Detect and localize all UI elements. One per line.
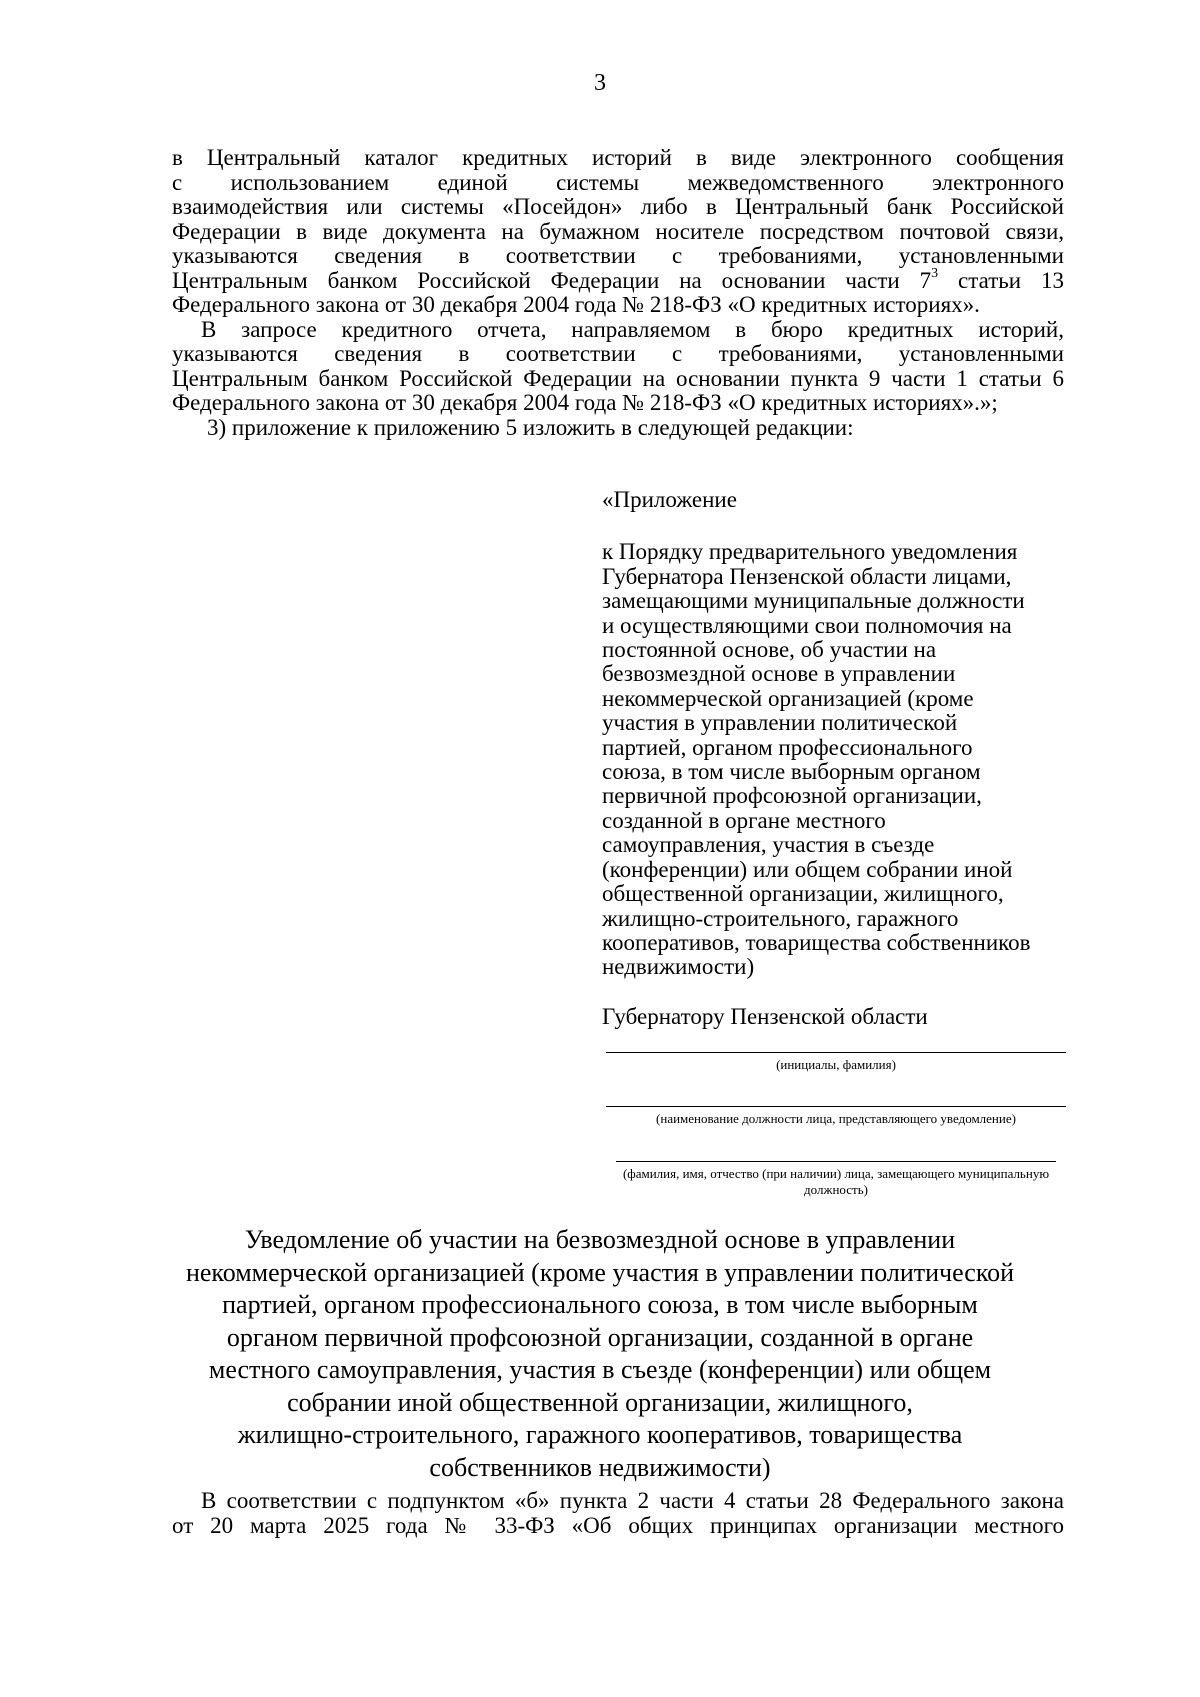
paragraph-line: в Центральный каталог кредитных историй в виде электронного сообщения [172, 145, 1064, 170]
paragraph-line: указываются сведения в соответствии с требованиями, установленными [172, 341, 1064, 366]
appendix-line: созданной в органе местного [602, 807, 886, 833]
paragraph-line [172, 265, 1064, 294]
appendix-line: (конференции) или общем собрании иной [602, 856, 1013, 882]
law-reference-text: Центральным банком Российской Федерации на основании части 7 [172, 267, 932, 293]
appendix-line: и осуществляющими свои полномочия на [602, 612, 1012, 638]
paragraph-line: Центральным банком Российской Федерации на основании пункта 9 части 1 статьи 6 [172, 365, 1064, 391]
appendix-line: к Порядку предварительного уведомления [602, 539, 1018, 565]
appendix-line: Губернатора Пензенской области лицами, [602, 563, 1012, 589]
title-line: Уведомление об участии на безвозмездной основе в управлении [244, 1225, 956, 1254]
paragraph-line: Федерации в виде документа на бумажном носителе посредством почтовой связи, [172, 218, 1064, 244]
appendix-line: постоянной основе, об участии на [602, 637, 937, 663]
addressee: Губернатору Пензенской области [602, 1004, 928, 1029]
paragraph-line: указываются сведения в соответствии с требованиями, установленными [172, 243, 1064, 268]
appendix-line: участия в управлении политической [602, 710, 958, 736]
appendix-line: союза, в том числе выборным органом [602, 759, 981, 785]
title-line: собственников недвижимости) [429, 1452, 771, 1482]
paragraph-line: В соответствии с подпунктом «б» пункта 2 части 4 статьи 28 Федерального закона [201, 1488, 1064, 1513]
title-line: жилищно-строительного, гаражного кооперативов, товарищества [237, 1420, 963, 1449]
appendix-line: замещающими муниципальные должности [602, 588, 1025, 614]
notification-title [120, 1224, 1080, 1484]
appendix-line: самоуправления, участия в съезде [602, 832, 935, 858]
appendix-line: жилищно-строительного, гаражного [602, 905, 959, 931]
page-number: 3 [594, 70, 606, 96]
appendix-line: партией, органом профессионального [602, 734, 973, 760]
law-reference-tail: статьи 13 [938, 267, 1064, 293]
appendix-heading: «Приложение [602, 487, 737, 512]
appendix-text [602, 540, 1072, 979]
paragraph-line: с использованием единой системы межведомственного электронного [172, 169, 1064, 195]
title-line: собрании иной общественной организации, жилищного, [287, 1387, 913, 1417]
title-line: органом первичной профсоюзной организации, созданной в органе [226, 1322, 974, 1352]
appendix-line: недвижимости) [602, 954, 755, 980]
paragraph-line: Федерального закона от 30 декабря 2004 года № 218-ФЗ «О кредитных историях».»; [172, 390, 998, 415]
title-line: некоммерческой организацией (кроме участия в управлении политической [185, 1257, 1015, 1287]
signature-field-position [606, 1106, 1066, 1127]
appendix-line: общественной организации, жилищного, [602, 881, 1004, 907]
title-line: местного самоуправления, участия в съезде (конференции) или общем [208, 1355, 992, 1384]
superscript: 3 [931, 265, 939, 281]
appendix-line: некоммерческой организацией (кроме [602, 685, 974, 711]
appendix-header [602, 488, 1072, 980]
signature-field-initials [606, 1052, 1066, 1073]
field-caption: (наименование должности лица, представляющего уведомление) [656, 1111, 1016, 1126]
appendix-line: первичной профсоюзной организации, [602, 783, 982, 809]
appendix-line: кооперативов, товарищества собственников [602, 929, 1031, 955]
signature-field-fullname [616, 1161, 1056, 1198]
paragraph-line: В запросе кредитного отчета, направляемом в бюро кредитных историй, [201, 316, 1064, 342]
field-caption: (инициалы, фамилия) [776, 1057, 896, 1072]
body-text-top [172, 146, 1064, 440]
field-caption: (фамилия, имя, отчество (при наличии) лица, замещающего муниципальную должность) [622, 1166, 1050, 1197]
appendix-line: безвозмездной основе в управлении [602, 661, 956, 687]
list-item-3: 3) приложение к приложению 5 изложить в следующей редакции: [207, 414, 854, 440]
title-line: партией, органом профессионального союза, в том числе выборным [222, 1290, 978, 1319]
body-text-bottom [172, 1489, 1064, 1538]
paragraph-line: взаимодействия или системы «Посейдон» либо в Центральный банк Российской [172, 194, 1064, 219]
paragraph-line: от 20 марта 2025 года № 33-ФЗ «Об общих принципах организации местного [172, 1512, 1064, 1538]
paragraph-line: Федерального закона от 30 декабря 2004 года № 218-ФЗ «О кредитных историях». [172, 292, 980, 317]
